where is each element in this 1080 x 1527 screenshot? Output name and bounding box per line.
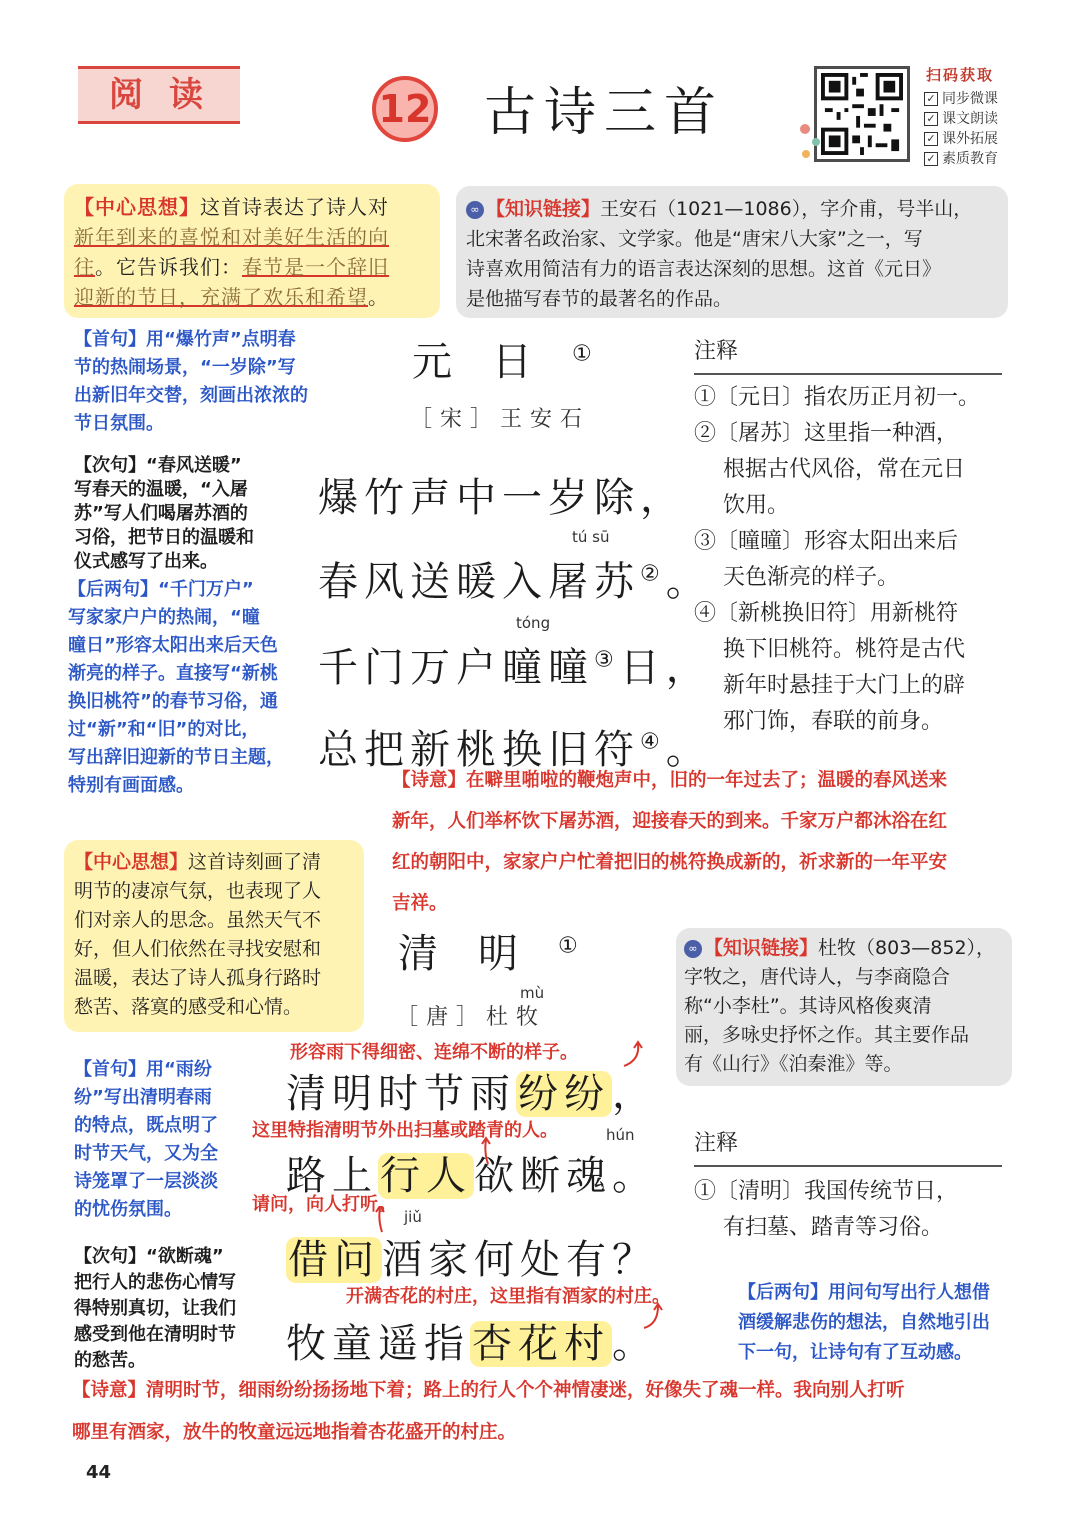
pinyin: tóng <box>516 614 551 632</box>
note-item: ④〔新桃换旧符〕用新桃符 <box>694 601 959 626</box>
poem-title: 元日① <box>412 339 632 385</box>
note-item: ①〔元日〕指农历正月初一。 <box>694 385 981 410</box>
checkbox-checked-icon: ✓ <box>924 132 938 146</box>
pinyin: hún <box>606 1126 635 1144</box>
notes-list <box>694 380 1014 740</box>
side-note-second-line: 【次句】“欲断魂” 把行人的悲伤心情写 得特别真切，让我们 感受到他在清明时节 的愁苦。 <box>74 1246 236 1371</box>
note-item: 天色渐亮的样子。 <box>694 565 899 590</box>
lesson-title: 古诗三首 <box>484 83 725 143</box>
pinyin: mù <box>520 984 545 1002</box>
arrow-icon <box>620 1040 650 1070</box>
side-note-second-line: 【次句】“春风送暖” 写春天的温暖，“入屠 苏”写人们喝屠苏酒的 习俗，把节日的温暖和 仪式感写了出来。 <box>74 455 254 572</box>
scan-panel-title: 扫码获取 <box>926 66 995 84</box>
qr-code[interactable] <box>814 66 910 162</box>
highlight: 杏花村 <box>472 1321 610 1367</box>
theme-box: 【中心思想】这首诗表达了诗人对 新年到来的喜悦和对美好生活的向 往。它告诉我们：春节是一个辞旧 迎新的节日，充满了欢乐和希望。 <box>64 184 440 318</box>
highlight: 行人 <box>380 1153 472 1199</box>
side-note-first-line: 【首句】用“爆竹声”点明春 节的热闹场景，“一岁除”写 出新旧年交替，刻画出浓浓的 节日氛围。 <box>74 329 308 434</box>
scan-item[interactable]: ✓ 同步微课 <box>920 89 1012 109</box>
knowledge-box: ∞ 【知识链接】杜牧（803—852）， 字牧之，唐代诗人，与李商隐合 称“小李杜”。其诗风格俊爽清 丽，多咏史抒怀之作。其主要作品 有《山行》《泊秦淮》等。 <box>676 928 1012 1086</box>
poem-line: 爆竹声中一岁除， <box>318 475 686 521</box>
note-item: ③〔曈曈〕形容太阳出来后 <box>694 529 959 554</box>
annotation: 请问，向人打听。 <box>252 1194 396 1215</box>
side-note-first-line: 【首句】用“雨纷 纷”写出清明春雨 的特点，既点明了 时节天气，又为全 诗笼罩了一层淡淡 的忧伤氛围。 <box>74 1059 218 1220</box>
arrow-icon <box>372 1206 392 1236</box>
page-number: 44 <box>86 1462 112 1483</box>
theme-box: 【中心思想】这首诗刻画了清 明节的凄凉气氛，也表现了人 们对亲人的思念。虽然天气不 好，但人们依然在寻找安慰和 温暖，表达了诗人孤身行路时 愁苦、落寞的感受和心情。 <box>64 840 364 1032</box>
poem-author: ［宋］王安石 <box>410 407 591 432</box>
note-item: 饮用。 <box>694 493 789 518</box>
pinyin: tú sū <box>572 528 610 546</box>
arrow-icon <box>478 1136 498 1166</box>
poem-line: 总把新桃换旧符④。 <box>318 727 712 773</box>
knowledge-box: ∞ 【知识链接】王安石（1021—1086），字介甫，号半山， 北宋著名政治家、文学家。他是“唐宋八大家”之一，写 诗喜欢用简洁有力的语言表达深刻的思想。这首《元日》 是他描写春节的最著名的作品。 <box>456 186 1008 318</box>
note-item: 换下旧桃符。桃符是古代 <box>694 637 965 662</box>
side-note-last-lines: 【后两句】用问句写出行人想借 酒缓解悲伤的想法，自然地引出 下一句，让诗句有了互动感。 <box>738 1282 990 1363</box>
link-icon: ∞ <box>466 201 484 219</box>
lesson-number-badge: 12 <box>372 76 438 142</box>
scan-panel <box>920 64 1012 169</box>
scan-item[interactable]: ✓ 课外拓展 <box>920 129 1012 149</box>
note-item: 有扫墓、踏青等习俗。 <box>694 1215 943 1240</box>
theme-tag: 【中心思想】 <box>74 195 200 219</box>
section-badge <box>78 66 240 124</box>
annotation: 形容雨下得细密、连绵不断的样子。 <box>290 1042 578 1063</box>
scan-item[interactable]: ✓ 素质教育 <box>920 149 1012 169</box>
highlight: 借问 <box>288 1237 380 1283</box>
side-note-last-lines: 【后两句】“千门万户” 写家家户户的热闹，“曈 曈日”形容太阳出来后天色 渐亮的样子。直接写“新桃 换旧桃符”的春节习俗，通 过“新”和“旧”的对比， 写出辞旧迎新的节日主题， 特别有画面感。 <box>68 579 284 796</box>
poem-title: 清明① <box>398 931 618 977</box>
scan-item[interactable]: ✓ 课文朗读 <box>920 109 1012 129</box>
note-item: 新年时悬挂于大门上的辟 <box>694 673 965 698</box>
section-label: 阅读 <box>109 75 229 115</box>
poem-line: 牧童遥指杏花村。 <box>286 1321 658 1367</box>
poem-line: 千门万户曈曈③日， <box>318 645 712 691</box>
note-item: 根据古代风俗，常在元日 <box>694 457 965 482</box>
note-item: 邪门饰，春联的前身。 <box>694 709 943 734</box>
annotation: 这里特指清明节外出扫墓或踏青的人。 <box>252 1120 558 1141</box>
notes-heading: 注释 <box>694 334 1002 375</box>
notes-heading: 注释 <box>694 1126 1002 1167</box>
poem-line: 路上行人欲断魂。 <box>286 1153 658 1199</box>
note-item: ①〔清明〕我国传统节日， <box>694 1179 959 1204</box>
poem-line: 清明时节雨纷纷， <box>286 1071 658 1117</box>
poem-author: ［唐］杜牧 <box>396 1005 547 1030</box>
poem-meaning: 【诗意】在噼里啪啦的鞭炮声中，旧的一年过去了；温暖的春风送来 新年，人们举杯饮下屠苏酒，迎接春天的到来。千家万户都沐浴在红 红的朝阳中，家家户户忙着把旧的桃符换成新的，祈求新的一年平安 吉祥。 <box>392 770 948 914</box>
checkbox-checked-icon: ✓ <box>924 92 938 106</box>
highlight: 纷纷 <box>518 1071 610 1117</box>
notes-list <box>694 1174 1014 1246</box>
note-item: ②〔屠苏〕这里指一种酒， <box>694 421 959 446</box>
poem-line: 借问酒家何处有？ <box>288 1237 658 1283</box>
pinyin: jiǔ <box>404 1208 422 1226</box>
poem-line: 春风送暖入屠苏②。 <box>318 559 712 605</box>
qr-code-icon <box>821 73 903 155</box>
arrow-icon <box>640 1302 670 1332</box>
poem-meaning: 【诗意】清明时节，细雨纷纷扬扬地下着；路上的行人个个神情凄迷，好像失了魂一样。我向别人打听 哪里有酒家，放牛的牧童远远地指着杏花盛开的村庄。 <box>72 1380 905 1443</box>
checkbox-checked-icon: ✓ <box>924 112 938 126</box>
checkbox-checked-icon: ✓ <box>924 152 938 166</box>
link-icon: ∞ <box>684 940 702 958</box>
annotation: 开满杏花的村庄，这里指有酒家的村庄。 <box>346 1286 670 1307</box>
